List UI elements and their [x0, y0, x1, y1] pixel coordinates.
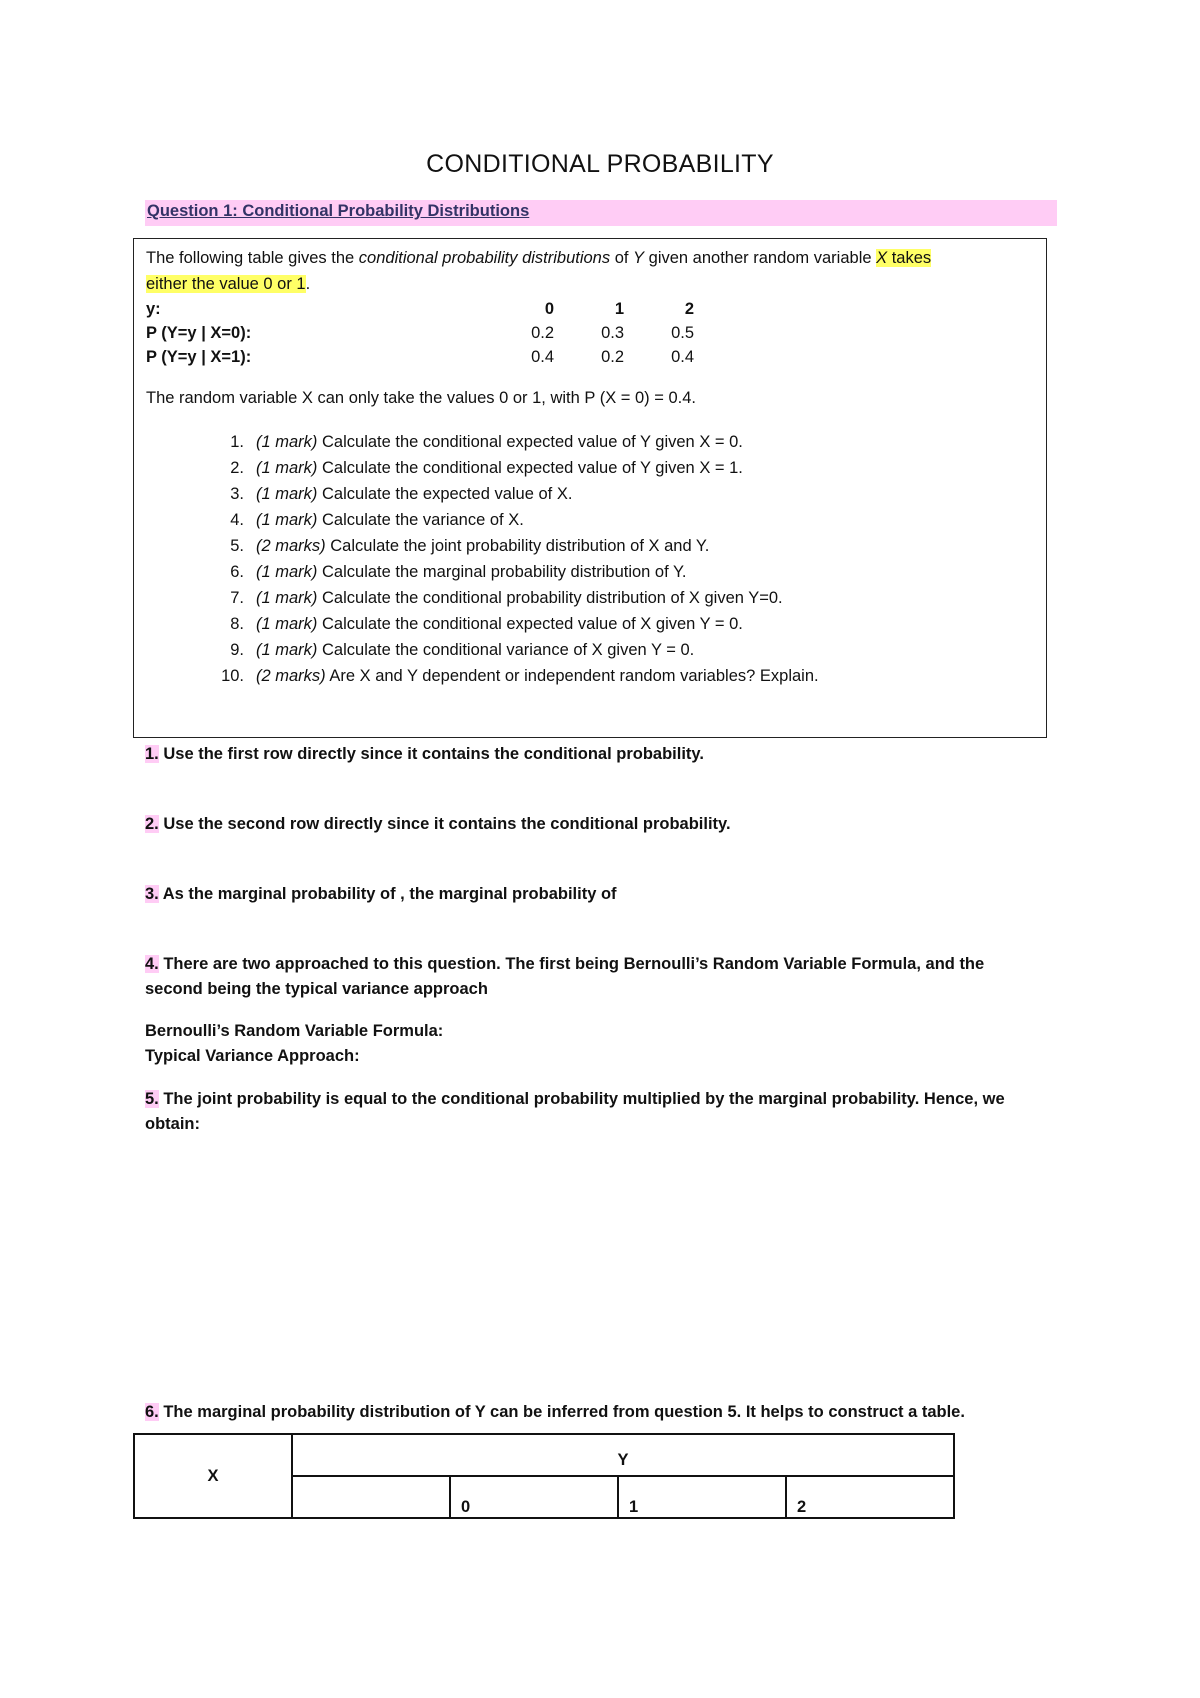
- typical-variance-label: Typical Variance Approach:: [145, 1047, 360, 1065]
- answer-2: 2. Use the second row directly since it contains the conditional probability.: [145, 815, 731, 833]
- table-cell: 0.5: [671, 324, 694, 342]
- marginal-distribution-table: [133, 1433, 955, 1519]
- table-cell: 2: [786, 1476, 954, 1518]
- question-heading-banner: [145, 200, 1057, 226]
- intro-line-1: [146, 249, 931, 268]
- intro-emphasis: conditional probability distributions: [358, 249, 611, 267]
- answer-4-cont: second being the typical variance approach: [145, 980, 488, 998]
- bernoulli-label: Bernoulli’s Random Variable Formula:: [145, 1022, 444, 1040]
- table-cell: 0: [450, 1476, 618, 1518]
- table-row-label-x0: P (Y=y | X=0):: [146, 324, 252, 342]
- intro-variable-y: Y: [633, 249, 645, 267]
- table-row-label-y: y:: [146, 300, 161, 318]
- table-row-label-x1: P (Y=y | X=1):: [146, 348, 252, 366]
- answer-4: 4. There are two approached to this question. The first being Bernoulli’s Random Variable Formula, and the: [145, 955, 985, 973]
- list-item: 2. (1 mark) Calculate the conditional expected value of Y given X = 1.: [230, 459, 743, 477]
- table-cell: 0.2: [601, 348, 624, 366]
- table-header-y: Y: [292, 1434, 954, 1476]
- intro-text: .: [305, 275, 311, 293]
- list-item: 7. (1 mark) Calculate the conditional probability distribution of X given Y=0.: [230, 589, 783, 607]
- table-cell: 0.2: [531, 324, 554, 342]
- list-item: 8. (1 mark) Calculate the conditional expected value of X given Y = 0.: [230, 615, 743, 633]
- answer-5-cont: obtain:: [145, 1115, 200, 1133]
- task-list: [204, 433, 1004, 693]
- table-cell: 0.4: [671, 348, 694, 366]
- intro-text: of: [610, 249, 634, 267]
- marginal-note: The random variable X can only take the values 0 or 1, with P (X = 0) = 0.4.: [146, 389, 696, 407]
- intro-highlight: takes: [887, 249, 932, 267]
- list-item: 3. (1 mark) Calculate the expected value of X.: [230, 485, 573, 503]
- intro-line-2: [146, 275, 310, 294]
- table-cell: 2: [684, 300, 694, 318]
- table-header-x: X: [134, 1434, 292, 1518]
- answer-5: 5. The joint probability is equal to the conditional probability multiplied by the marginal probability. Hence, we: [145, 1090, 1005, 1108]
- table-cell: [292, 1476, 450, 1518]
- list-item: 5. (2 marks) Calculate the joint probability distribution of X and Y.: [230, 537, 710, 555]
- table-cell: 0: [544, 300, 554, 318]
- table-cell: 0.3: [601, 324, 624, 342]
- intro-highlight: either the value 0 or 1: [146, 275, 306, 293]
- list-item: 4. (1 mark) Calculate the variance of X.: [230, 511, 524, 529]
- page-title: CONDITIONAL PROBABILITY: [426, 150, 774, 178]
- table-cell: 1: [614, 300, 624, 318]
- intro-text: The following table gives the: [146, 249, 359, 267]
- table-cell: 1: [618, 1476, 786, 1518]
- question-heading: Question 1: Conditional Probability Distributions: [147, 202, 530, 220]
- question-box: [133, 238, 1047, 738]
- answer-3: 3. As the marginal probability of , the marginal probability of: [145, 885, 617, 903]
- list-item: 6. (1 mark) Calculate the marginal probability distribution of Y.: [230, 563, 687, 581]
- table-cell: 0.4: [531, 348, 554, 366]
- list-item: 1. (1 mark) Calculate the conditional expected value of Y given X = 0.: [230, 433, 743, 451]
- list-item: 10. (2 marks) Are X and Y dependent or independent random variables? Explain.: [221, 667, 819, 685]
- intro-variable-x: X: [876, 249, 888, 267]
- answer-1: 1. Use the first row directly since it contains the conditional probability.: [145, 745, 704, 763]
- answer-6: 6. The marginal probability distribution of Y can be inferred from question 5. It helps to construct a table.: [145, 1403, 965, 1421]
- list-item: 9. (1 mark) Calculate the conditional variance of X given Y = 0.: [230, 641, 695, 659]
- intro-text: given another random variable: [644, 249, 877, 267]
